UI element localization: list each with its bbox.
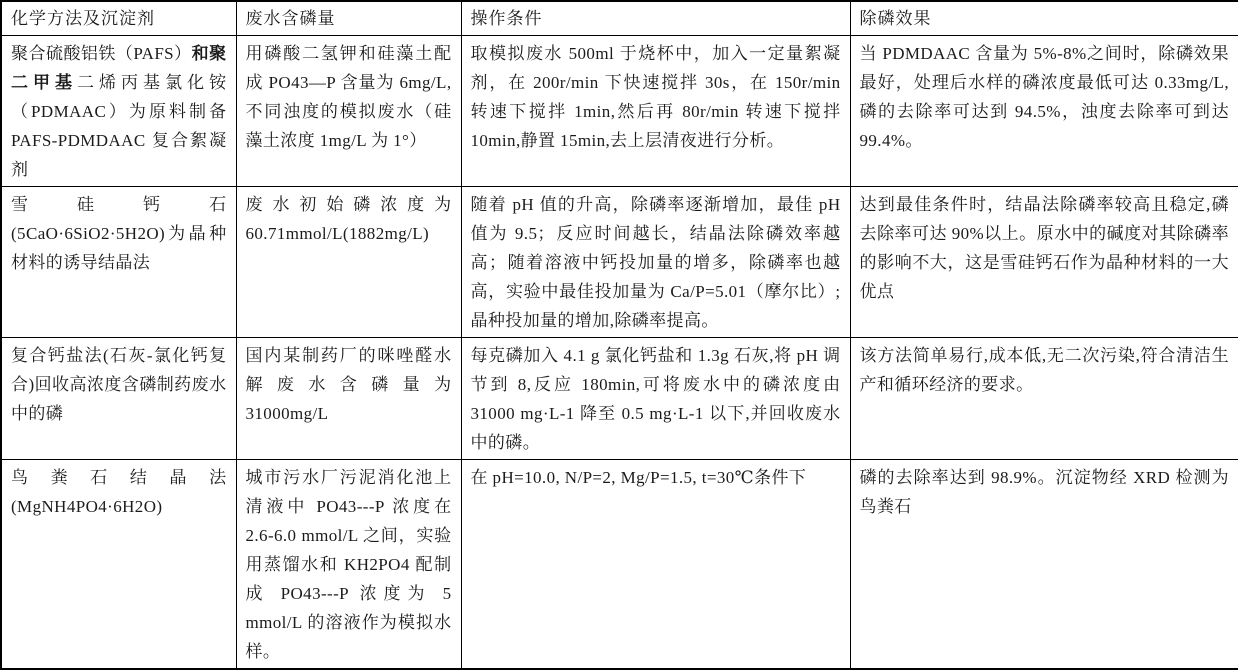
header-operating-conditions: 操作条件 bbox=[461, 1, 850, 35]
cell-method bbox=[1, 186, 236, 337]
method-text: 雪硅钙石(5CaO·6SiO2·5H2O)为晶种材料的诱导结晶法 bbox=[11, 194, 227, 272]
table-row bbox=[1, 337, 1238, 459]
cell-operating-conditions: 取模拟废水 500ml 于烧杯中，加入一定量絮凝剂，在 200r/min 下快速搅拌 30s，在 150r/min 转速下搅拌 1min,然后再 80r/min 转速下搅拌 10min,静置 15min,去上层清夜进行分析。 bbox=[461, 35, 850, 186]
method-text: 聚合硫酸铝铁（PAFS） bbox=[11, 43, 192, 63]
table-body bbox=[1, 35, 1238, 669]
method-text: 复合钙盐法(石灰-氯化钙复合)回收高浓度含磷制药废水中的磷 bbox=[11, 345, 227, 423]
cell-operating-conditions: 在 pH=10.0, N/P=2, Mg/P=1.5, t=30℃条件下 bbox=[461, 459, 850, 669]
cell-phosphorus-content: 用磷酸二氢钾和硅藻土配成 PO43—P 含量为 6mg/L,不同浊度的模拟废水（硅藻土浓度 1mg/L 为 1°） bbox=[236, 35, 461, 186]
table-row bbox=[1, 35, 1238, 186]
header-row bbox=[1, 1, 1238, 35]
cell-phosphorus-content: 废水初始磷浓度为 60.71mmol/L(1882mg/L) bbox=[236, 186, 461, 337]
cell-phosphorus-content: 国内某制药厂的咪唑醛水解废水含磷量为 31000mg/L bbox=[236, 337, 461, 459]
cell-removal-effect: 磷的去除率达到 98.9%。沉淀物经 XRD 检测为鸟粪石 bbox=[850, 459, 1238, 669]
cell-method bbox=[1, 459, 236, 669]
header-phosphorus-content: 废水含磷量 bbox=[236, 1, 461, 35]
cell-removal-effect: 该方法简单易行,成本低,无二次污染,符合清洁生产和循环经济的要求。 bbox=[850, 337, 1238, 459]
method-text: 鸟粪石结晶法(MgNH4PO4·6H2O) bbox=[11, 467, 227, 516]
cell-removal-effect: 达到最佳条件时，结晶法除磷率较高且稳定,磷去除率可达 90%以上。原水中的碱度对其除磷率的影响不大，这是雪硅钙石作为晶种材料的一大优点 bbox=[850, 186, 1238, 337]
cell-operating-conditions: 每克磷加入 4.1 g 氯化钙盐和 1.3g 石灰,将 pH 调节到 8,反应 180min,可将废水中的磷浓度由 31000 mg·L-1 降至 0.5 mg·L-1 以下,并回收废水中的磷。 bbox=[461, 337, 850, 459]
table-row bbox=[1, 459, 1238, 669]
header-method: 化学方法及沉淀剂 bbox=[1, 1, 236, 35]
method-text: 二烯丙基氯化铵（PDMAAC）为原料制备 PAFS-PDMDAAC 复合絮凝剂 bbox=[11, 72, 227, 179]
cell-phosphorus-content: 城市污水厂污泥消化池上清液中 PO43---P 浓度在 2.6-6.0 mmol/L 之间，实验用蒸馏水和 KH2PO4 配制成 PO43---P 浓度为 5 mmol/L 的溶液作为模拟水样。 bbox=[236, 459, 461, 669]
cell-removal-effect: 当 PDMDAAC 含量为 5%-8%之间时，除磷效果最好，处理后水样的磷浓度最低可达 0.33mg/L,磷的去除率可达到 94.5%，浊度去除率可到达 99.4%。 bbox=[850, 35, 1238, 186]
table-row bbox=[1, 186, 1238, 337]
cell-operating-conditions: 随着 pH 值的升高，除磷率逐渐增加，最佳 pH 值为 9.5；反应时间越长，结晶法除磷效率越高；随着溶液中钙投加量的增多，除磷率也越高，实验中最佳投加量为 Ca/P=5.01（摩尔比）;晶种投加量的增加,除磷率提高。 bbox=[461, 186, 850, 337]
header-removal-effect: 除磷效果 bbox=[850, 1, 1238, 35]
cell-method bbox=[1, 337, 236, 459]
cell-method bbox=[1, 35, 236, 186]
method-text-bold: 和聚二甲基 bbox=[11, 43, 227, 92]
